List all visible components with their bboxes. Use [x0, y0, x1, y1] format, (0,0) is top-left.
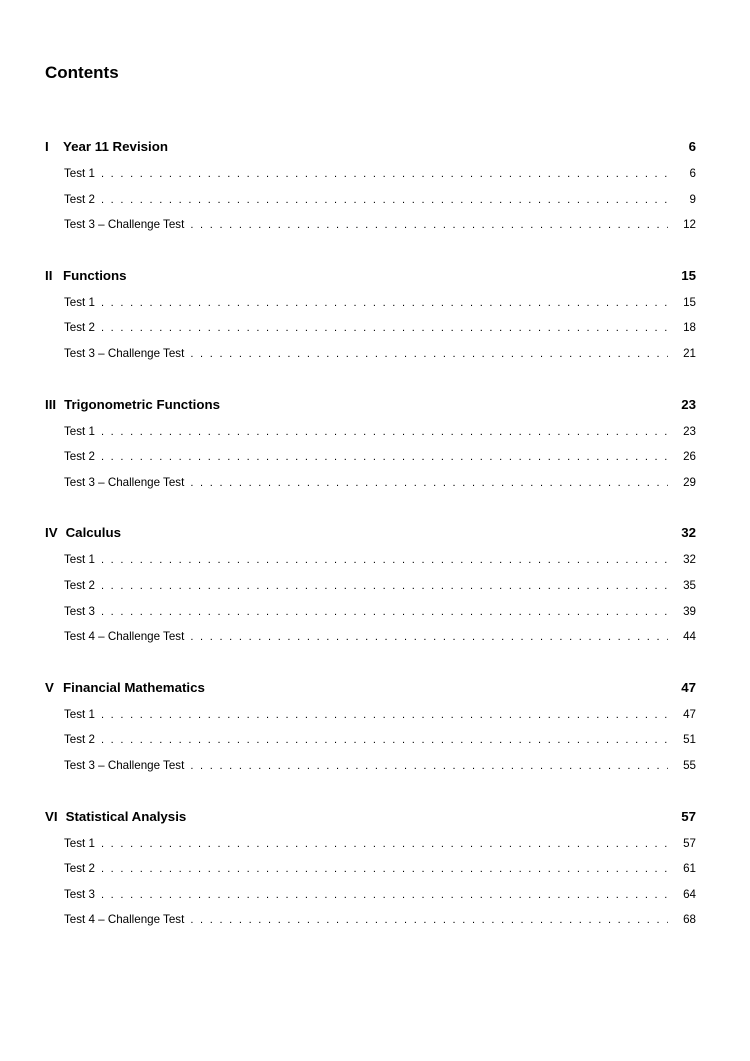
toc-entry[interactable]: [45, 187, 696, 213]
entry-label: Test 4 – Challenge Test: [64, 630, 185, 644]
part-title: Trigonometric Functions: [64, 396, 220, 412]
part-number: VI: [45, 808, 58, 824]
part-heading[interactable]: [45, 677, 696, 699]
entry-label: Test 3: [64, 887, 95, 901]
toc-entry[interactable]: [45, 444, 696, 470]
dot-leader: [101, 188, 668, 214]
part-entries: [45, 547, 696, 649]
entry-page-number: 6: [689, 167, 696, 180]
part-heading[interactable]: [45, 522, 696, 544]
entry-page-number: 64: [683, 887, 696, 901]
entry-page-number: 55: [683, 758, 696, 772]
dot-leader: [101, 728, 668, 754]
dot-leader: [190, 213, 668, 239]
part-title: Year 11 Revision: [63, 139, 168, 154]
dot-leader: [101, 548, 668, 574]
part-title: Statistical Analysis: [65, 808, 187, 824]
dot-leader: [190, 471, 668, 497]
entry-page-number: 29: [683, 475, 696, 489]
toc-entry[interactable]: [45, 290, 696, 316]
toc-entry[interactable]: [45, 547, 696, 573]
toc-entry[interactable]: [45, 470, 696, 496]
entry-label: Test 1: [64, 167, 95, 180]
part-number: V: [45, 679, 54, 695]
entry-page-number: 15: [683, 295, 696, 309]
dot-leader: [101, 445, 668, 471]
entry-page-number: 44: [683, 630, 696, 644]
contents-page: [45, 62, 696, 960]
entry-page-number: 68: [683, 913, 696, 927]
dot-leader: [101, 316, 668, 342]
entry-page-number: 12: [683, 218, 696, 232]
entry-page-number: 9: [689, 192, 696, 206]
dot-leader: [101, 574, 668, 600]
entry-page-number: 35: [683, 578, 696, 592]
dot-leader: [190, 625, 668, 651]
entry-label: Test 2: [64, 578, 95, 592]
entry-page-number: 26: [683, 450, 696, 464]
toc-entry[interactable]: [45, 727, 696, 753]
entry-label: Test 1: [64, 707, 95, 721]
part-page-number: 47: [681, 679, 696, 695]
part-number: IV: [45, 525, 58, 541]
toc-part-3: [45, 394, 696, 496]
part-heading[interactable]: [45, 806, 696, 828]
dot-leader: [101, 420, 668, 446]
entry-label: Test 4 – Challenge Test: [64, 913, 185, 927]
entry-page-number: 57: [683, 836, 696, 850]
dot-leader: [101, 857, 668, 883]
dot-leader: [101, 162, 668, 188]
dot-leader: [190, 908, 668, 934]
part-entries: [45, 831, 696, 933]
toc-entry[interactable]: [45, 753, 696, 779]
part-entries: [45, 702, 696, 779]
part-page-number: 15: [681, 267, 696, 283]
entry-label: Test 3 – Challenge Test: [64, 758, 185, 772]
page-title: Contents: [45, 63, 119, 82]
part-page-number: 57: [681, 808, 696, 824]
toc-entry[interactable]: [45, 599, 696, 625]
part-heading[interactable]: [45, 136, 696, 158]
entry-label: Test 2: [64, 862, 95, 876]
entry-page-number: 32: [683, 553, 696, 567]
part-number: III: [45, 396, 57, 412]
dot-leader: [101, 703, 668, 729]
part-entries: [45, 290, 696, 367]
toc-entry[interactable]: [45, 831, 696, 857]
toc-entry[interactable]: [45, 856, 696, 882]
toc-entry[interactable]: [45, 341, 696, 367]
toc-parts: [45, 136, 696, 933]
entry-label: Test 1: [64, 424, 95, 438]
toc-entry[interactable]: [45, 882, 696, 908]
entry-page-number: 18: [683, 321, 696, 335]
entry-page-number: 61: [683, 862, 696, 876]
entry-page-number: 51: [683, 733, 696, 747]
toc-part-1: [45, 136, 696, 238]
toc-entry[interactable]: [45, 907, 696, 933]
entry-label: Test 1: [64, 836, 95, 850]
entry-page-number: 21: [683, 346, 696, 360]
part-page-number: 6: [688, 139, 696, 154]
entry-label: Test 3: [64, 604, 95, 618]
entry-label: Test 2: [64, 733, 95, 747]
part-number: I: [45, 139, 49, 154]
entry-label: Test 2: [64, 450, 95, 464]
dot-leader: [101, 291, 668, 317]
toc-entry[interactable]: [45, 702, 696, 728]
dot-leader: [101, 600, 668, 626]
dot-leader: [101, 832, 668, 858]
toc-entry[interactable]: [45, 624, 696, 650]
part-title: Functions: [63, 267, 127, 283]
entry-label: Test 1: [64, 295, 95, 309]
part-page-number: 23: [681, 396, 696, 412]
part-title: Financial Mathematics: [63, 679, 205, 695]
part-entries: [45, 161, 696, 238]
toc-entry[interactable]: [45, 315, 696, 341]
entry-page-number: 23: [683, 424, 696, 438]
toc-entry[interactable]: [45, 212, 696, 238]
entry-label: Test 2: [64, 321, 95, 335]
part-page-number: 32: [681, 525, 696, 541]
entry-page-number: 39: [683, 604, 696, 618]
dot-leader: [190, 342, 668, 368]
entry-label: Test 3 – Challenge Test: [64, 218, 185, 232]
part-heading[interactable]: [45, 265, 696, 287]
toc-entry[interactable]: [45, 419, 696, 445]
entry-label: Test 3 – Challenge Test: [64, 475, 185, 489]
entry-label: Test 3 – Challenge Test: [64, 346, 185, 360]
dot-leader: [101, 883, 668, 909]
toc-part-2: [45, 265, 696, 367]
part-title: Calculus: [65, 525, 121, 541]
entry-label: Test 1: [64, 553, 95, 567]
entry-label: Test 2: [64, 192, 95, 206]
toc-part-4: [45, 522, 696, 649]
part-number: II: [45, 267, 53, 283]
dot-leader: [190, 754, 668, 780]
part-entries: [45, 419, 696, 496]
part-heading[interactable]: [45, 394, 696, 416]
toc-part-5: [45, 677, 696, 779]
toc-entry[interactable]: [45, 573, 696, 599]
toc-entry[interactable]: [45, 161, 696, 187]
toc-part-6: [45, 806, 696, 933]
entry-page-number: 47: [683, 707, 696, 721]
